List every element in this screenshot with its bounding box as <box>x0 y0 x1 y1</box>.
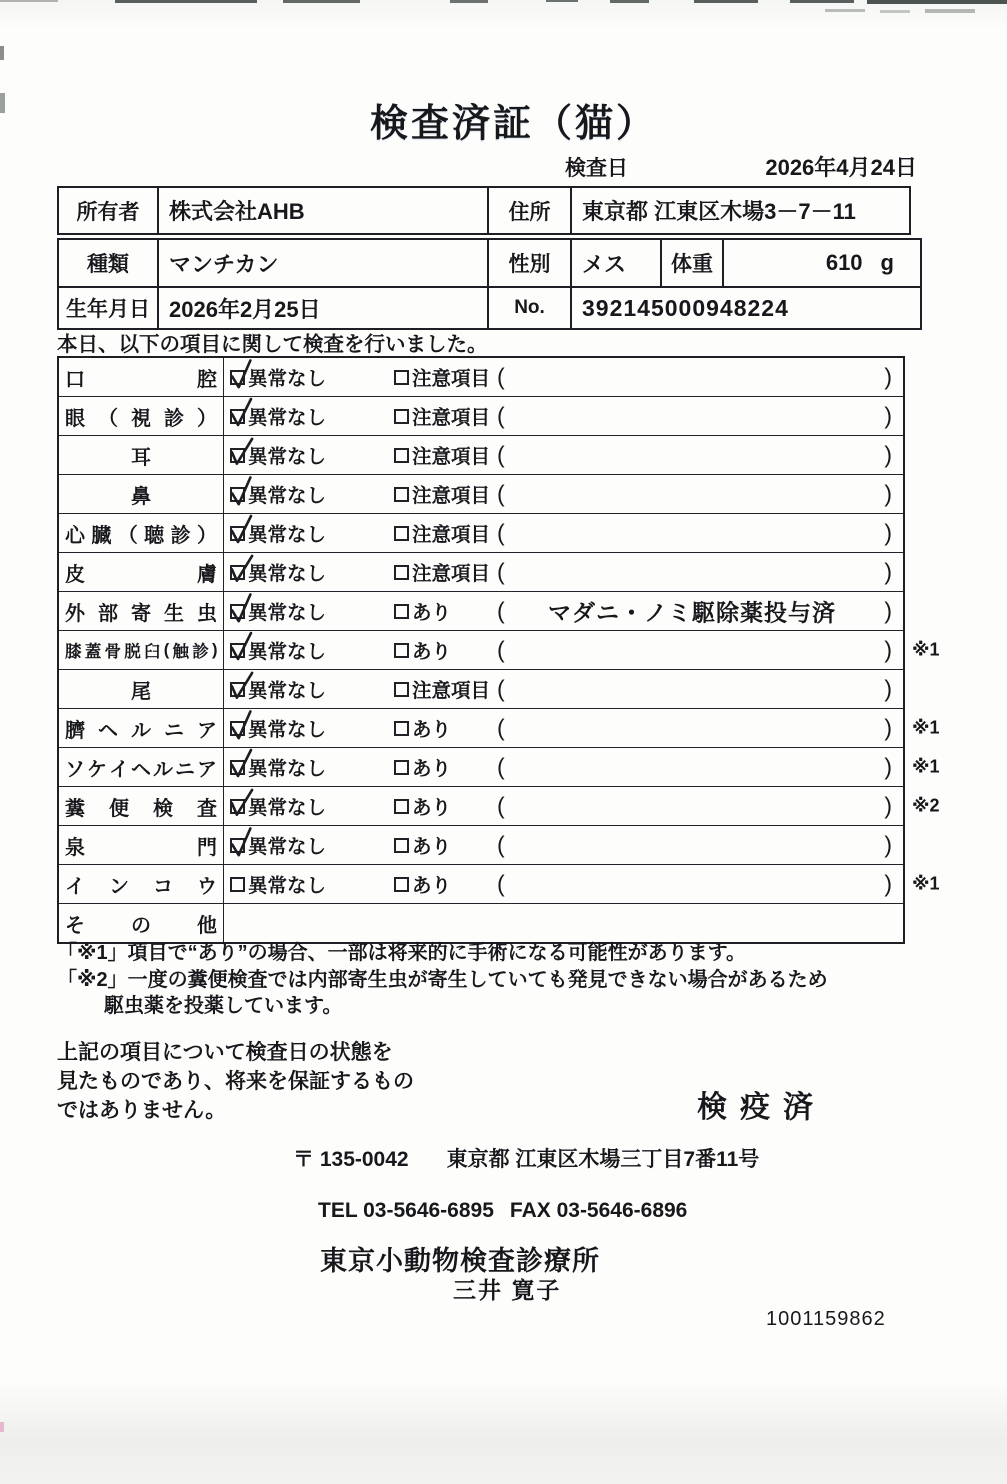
exam-item-label: イ ン コ ウ <box>59 865 224 903</box>
paren-close: ) <box>884 558 892 585</box>
checkbox-finding <box>394 565 409 580</box>
option-label: 異常なし <box>248 368 327 390</box>
checkbox-finding <box>394 643 409 658</box>
checkbox-finding <box>394 721 409 736</box>
handwritten-check-mark <box>228 746 254 780</box>
result-option <box>394 441 490 469</box>
result-option <box>394 480 490 508</box>
handwritten-check-mark <box>227 783 256 819</box>
exam-result-cell <box>224 553 903 591</box>
option-label: あり <box>412 641 452 663</box>
scan-artifact <box>115 0 257 3</box>
footnote-mark: ※1 <box>912 717 940 738</box>
result-option <box>230 675 326 703</box>
clinic-address-line <box>293 1143 759 1173</box>
handwritten-check-mark <box>227 432 256 468</box>
paren-open: ( <box>497 558 505 585</box>
result-option <box>394 597 451 625</box>
result-option <box>230 753 326 781</box>
document-title: 検査済証（猫） <box>369 103 657 145</box>
owner-table <box>57 186 911 235</box>
paren-open: ( <box>497 675 505 702</box>
paren-open: ( <box>497 870 505 897</box>
result-option <box>230 714 326 742</box>
scan-artifact <box>546 0 578 2</box>
exam-item-label: 眼 （ 視 診 ） <box>59 397 224 435</box>
paren-close: ) <box>884 402 892 429</box>
checklist-row <box>59 825 903 864</box>
scan-artifact <box>0 1422 4 1432</box>
weight-unit: g <box>880 250 894 275</box>
footnote-1: 「※1」項目で“あり”の場合、一部は将来的に手術になる可能性があります。 <box>57 942 746 964</box>
exam-item-label: 耳 <box>59 436 224 474</box>
owner-name: 株式会社AHB <box>157 188 487 233</box>
clinic-address: 東京都 江東区木場三丁目7番11号 <box>446 1148 760 1171</box>
paren-close: ) <box>884 480 892 507</box>
exam-item-label: ソ ケ イ ヘ ル ニ ア <box>59 748 224 786</box>
option-label: 異常なし <box>248 836 327 858</box>
sex-label: 性別 <box>487 240 570 286</box>
footnote-2-line2: 駆虫薬を投薬しています。 <box>104 995 343 1017</box>
paren-close: ) <box>884 597 892 624</box>
option-label: 異常なし <box>248 602 327 624</box>
result-option <box>394 831 451 859</box>
scan-artifact <box>0 0 58 2</box>
checklist-row <box>59 630 940 669</box>
footnote-mark: ※1 <box>912 756 940 777</box>
option-label: 異常なし <box>248 446 327 468</box>
checkbox-no-abnormality <box>230 838 245 853</box>
checklist-row <box>59 513 903 552</box>
veterinarian-name: 三井 寛子 <box>453 1277 562 1303</box>
checkbox-finding <box>394 448 409 463</box>
paren-open: ( <box>497 597 505 624</box>
exam-result-cell <box>224 397 903 435</box>
result-option <box>230 480 326 508</box>
id-number-label: No. <box>487 286 570 328</box>
exam-result-cell <box>224 787 903 825</box>
checkbox-finding <box>394 838 409 853</box>
option-label: あり <box>412 719 452 741</box>
result-option <box>230 792 326 820</box>
result-option <box>394 714 451 742</box>
checkbox-no-abnormality <box>230 370 245 385</box>
animal-table <box>57 238 922 330</box>
option-label: 異常なし <box>248 875 327 897</box>
result-option <box>394 558 490 586</box>
paren-open: ( <box>497 480 505 507</box>
id-number-value: 392145000948224 <box>570 286 920 328</box>
option-label: あり <box>412 758 452 780</box>
result-option <box>230 597 326 625</box>
handwritten-check-mark <box>228 512 254 546</box>
birth-label: 生年月日 <box>59 286 157 328</box>
handwritten-check-mark <box>227 666 256 702</box>
paren-open: ( <box>497 636 505 663</box>
option-label: 異常なし <box>248 680 327 702</box>
result-option <box>394 363 490 391</box>
checklist-row <box>59 396 903 435</box>
checklist-row <box>59 435 903 474</box>
result-option <box>230 558 326 586</box>
quarantine-stamp: 検疫済 <box>697 1091 826 1124</box>
option-label: あり <box>412 836 452 858</box>
checklist-row <box>59 864 940 903</box>
exam-item-label: 膝 蓋 骨 脱 臼 ( 触 診 ) <box>59 631 224 669</box>
checklist-row <box>59 474 903 513</box>
exam-item-label: 泉 門 <box>59 826 224 864</box>
clinic-phone-line <box>318 1199 687 1223</box>
option-label: 注意項目 <box>412 407 491 429</box>
exam-item-label: 心 臓 （ 聴 診 ） <box>59 514 224 552</box>
weight-value <box>722 240 920 286</box>
result-option <box>230 519 326 547</box>
handwritten-check-mark <box>227 707 255 742</box>
result-option <box>230 870 326 898</box>
exam-result-cell <box>224 670 903 708</box>
paren-close: ) <box>884 753 892 780</box>
exam-date-value: 2026年4月24日 <box>765 155 917 180</box>
exam-result-cell <box>224 826 903 864</box>
exam-result-cell <box>224 865 903 903</box>
checkbox-no-abnormality <box>230 877 245 892</box>
disclaimer-text <box>57 1038 414 1125</box>
disclaimer-line: 見たものであり、将来を保証するもの <box>57 1070 414 1093</box>
serial-number: 1001159862 <box>766 1308 886 1330</box>
scan-artifact <box>880 10 910 13</box>
clinic-tel: TEL 03-5646-6895 <box>318 1199 494 1222</box>
paren-close: ) <box>884 831 892 858</box>
paren-open: ( <box>497 753 505 780</box>
result-option <box>394 636 451 664</box>
handwritten-check-mark <box>227 549 256 585</box>
exam-item-label: 口 腔 <box>59 358 224 396</box>
exam-result-cell <box>224 592 903 630</box>
handwritten-check-mark <box>227 824 255 859</box>
checklist-row <box>59 552 903 591</box>
scan-artifact <box>790 0 854 3</box>
checkbox-no-abnormality <box>230 760 245 775</box>
checkbox-finding <box>394 526 409 541</box>
checklist-row <box>59 786 940 825</box>
checkbox-finding <box>394 487 409 502</box>
checkbox-no-abnormality <box>230 682 245 697</box>
scan-artifact <box>0 46 4 60</box>
option-label: 注意項目 <box>412 446 491 468</box>
option-label: 注意項目 <box>412 680 491 702</box>
scan-artifact <box>283 0 360 3</box>
result-option <box>394 675 490 703</box>
exam-item-label: 皮 膚 <box>59 553 224 591</box>
option-label: 異常なし <box>248 797 327 819</box>
result-remark: マダニ・ノミ駆除薬投与済 <box>548 599 836 626</box>
breed-value: マンチカン <box>157 240 487 286</box>
paren-open: ( <box>497 831 505 858</box>
clinic-fax: FAX 03-5646-6896 <box>509 1199 688 1222</box>
result-option <box>230 831 326 859</box>
paren-close: ) <box>884 441 892 468</box>
checkbox-no-abnormality <box>230 448 245 463</box>
footnote-mark: ※1 <box>912 639 940 660</box>
option-label: 注意項目 <box>412 368 491 390</box>
exam-item-label: 外 部 寄 生 虫 <box>59 592 224 630</box>
exam-date-label: 検査日 <box>565 157 628 180</box>
option-label: 異常なし <box>248 407 327 429</box>
handwritten-check-mark <box>228 629 254 663</box>
exam-item-label: 尾 <box>59 670 224 708</box>
scan-artifact <box>825 9 865 12</box>
footnote-mark: ※2 <box>912 795 940 816</box>
exam-result-cell <box>224 358 903 396</box>
sex-value: メス <box>570 240 660 286</box>
checkbox-no-abnormality <box>230 721 245 736</box>
address-label: 住所 <box>487 188 570 233</box>
paren-open: ( <box>497 792 505 819</box>
exam-item-label: 糞 便 検 査 <box>59 787 224 825</box>
weight-label: 体重 <box>660 240 722 286</box>
checkbox-no-abnormality <box>230 643 245 658</box>
checkbox-finding <box>394 604 409 619</box>
option-label: 異常なし <box>248 641 327 663</box>
exam-result-cell <box>224 475 903 513</box>
exam-item-label: 鼻 <box>59 475 224 513</box>
option-label: 注意項目 <box>412 485 491 507</box>
weight-number: 610 <box>825 250 863 275</box>
option-label: 異常なし <box>248 563 327 585</box>
owner-address: 東京都 江東区木場3－7－11 <box>570 188 909 233</box>
option-label: 注意項目 <box>412 563 491 585</box>
scan-artifact <box>694 0 758 3</box>
clinic-postal-code: 〒 135-0042 <box>293 1148 409 1171</box>
scan-artifact <box>610 0 649 3</box>
intro-text: 本日、以下の項目に関して検査を行いました。 <box>57 333 488 356</box>
checkbox-finding <box>394 682 409 697</box>
paren-close: ) <box>884 675 892 702</box>
paren-close: ) <box>884 363 892 390</box>
paren-close: ) <box>884 792 892 819</box>
paren-open: ( <box>497 714 505 741</box>
checkbox-finding <box>394 877 409 892</box>
checkbox-finding <box>394 760 409 775</box>
handwritten-check-mark <box>228 395 254 429</box>
result-option <box>394 519 490 547</box>
result-option <box>230 441 326 469</box>
handwritten-check-mark <box>227 590 255 625</box>
owner-label: 所有者 <box>76 200 140 224</box>
exam-result-cell <box>224 748 903 786</box>
checkbox-no-abnormality <box>230 799 245 814</box>
checklist-row <box>59 708 940 747</box>
exam-result-cell <box>224 514 903 552</box>
checklist-row <box>59 669 903 708</box>
checkbox-finding <box>394 799 409 814</box>
checklist-row <box>59 358 903 396</box>
checkbox-no-abnormality <box>230 604 245 619</box>
checklist-row <box>59 591 903 630</box>
result-option <box>394 753 451 781</box>
handwritten-check-mark <box>227 473 255 508</box>
exam-result-cell <box>224 709 903 747</box>
paren-close: ) <box>884 714 892 741</box>
option-label: 異常なし <box>248 758 327 780</box>
paren-open: ( <box>497 363 505 390</box>
paren-open: ( <box>497 402 505 429</box>
paren-close: ) <box>884 870 892 897</box>
result-option <box>394 402 490 430</box>
checkbox-no-abnormality <box>230 409 245 424</box>
option-label: あり <box>412 797 452 819</box>
checklist-row <box>59 747 940 786</box>
result-option <box>230 363 326 391</box>
birth-value: 2026年2月25日 <box>157 286 487 328</box>
scan-artifact <box>867 0 1007 4</box>
exam-item-label: 臍 ヘ ル ニ ア <box>59 709 224 747</box>
result-option <box>230 636 326 664</box>
option-label: 注意項目 <box>412 524 491 546</box>
breed-label: 種類 <box>87 253 129 276</box>
disclaimer-line: 上記の項目について検査日の状態を <box>57 1041 393 1064</box>
paren-open: ( <box>497 519 505 546</box>
handwritten-check-mark <box>227 356 255 391</box>
result-option <box>230 402 326 430</box>
scan-artifact <box>450 0 488 3</box>
option-label: あり <box>412 875 452 897</box>
disclaimer-line: ではありません。 <box>57 1099 227 1122</box>
paren-close: ) <box>884 636 892 663</box>
result-option <box>394 792 451 820</box>
option-label: 異常なし <box>248 524 327 546</box>
footnote-2-line1: 「※2」一度の糞便検査では内部寄生虫が寄生していても発見できない場合があるため <box>57 969 828 991</box>
paren-open: ( <box>497 441 505 468</box>
paren-close: ) <box>884 519 892 546</box>
scan-artifact <box>925 9 975 13</box>
option-label: 異常なし <box>248 719 327 741</box>
checkbox-no-abnormality <box>230 526 245 541</box>
exam-item-label: そ の 他 <box>59 904 224 942</box>
checkbox-no-abnormality <box>230 565 245 580</box>
checkbox-finding <box>394 370 409 385</box>
option-label: 異常なし <box>248 485 327 507</box>
exam-result-cell <box>224 436 903 474</box>
result-option <box>394 870 451 898</box>
exam-result-cell <box>224 631 903 669</box>
checkbox-finding <box>394 409 409 424</box>
scan-artifact <box>0 93 5 113</box>
clinic-name: 東京小動物検査診療所 <box>320 1246 600 1276</box>
checkbox-no-abnormality <box>230 487 245 502</box>
option-label: あり <box>412 602 452 624</box>
checklist-table <box>57 356 940 944</box>
footnote-mark: ※1 <box>912 873 940 894</box>
